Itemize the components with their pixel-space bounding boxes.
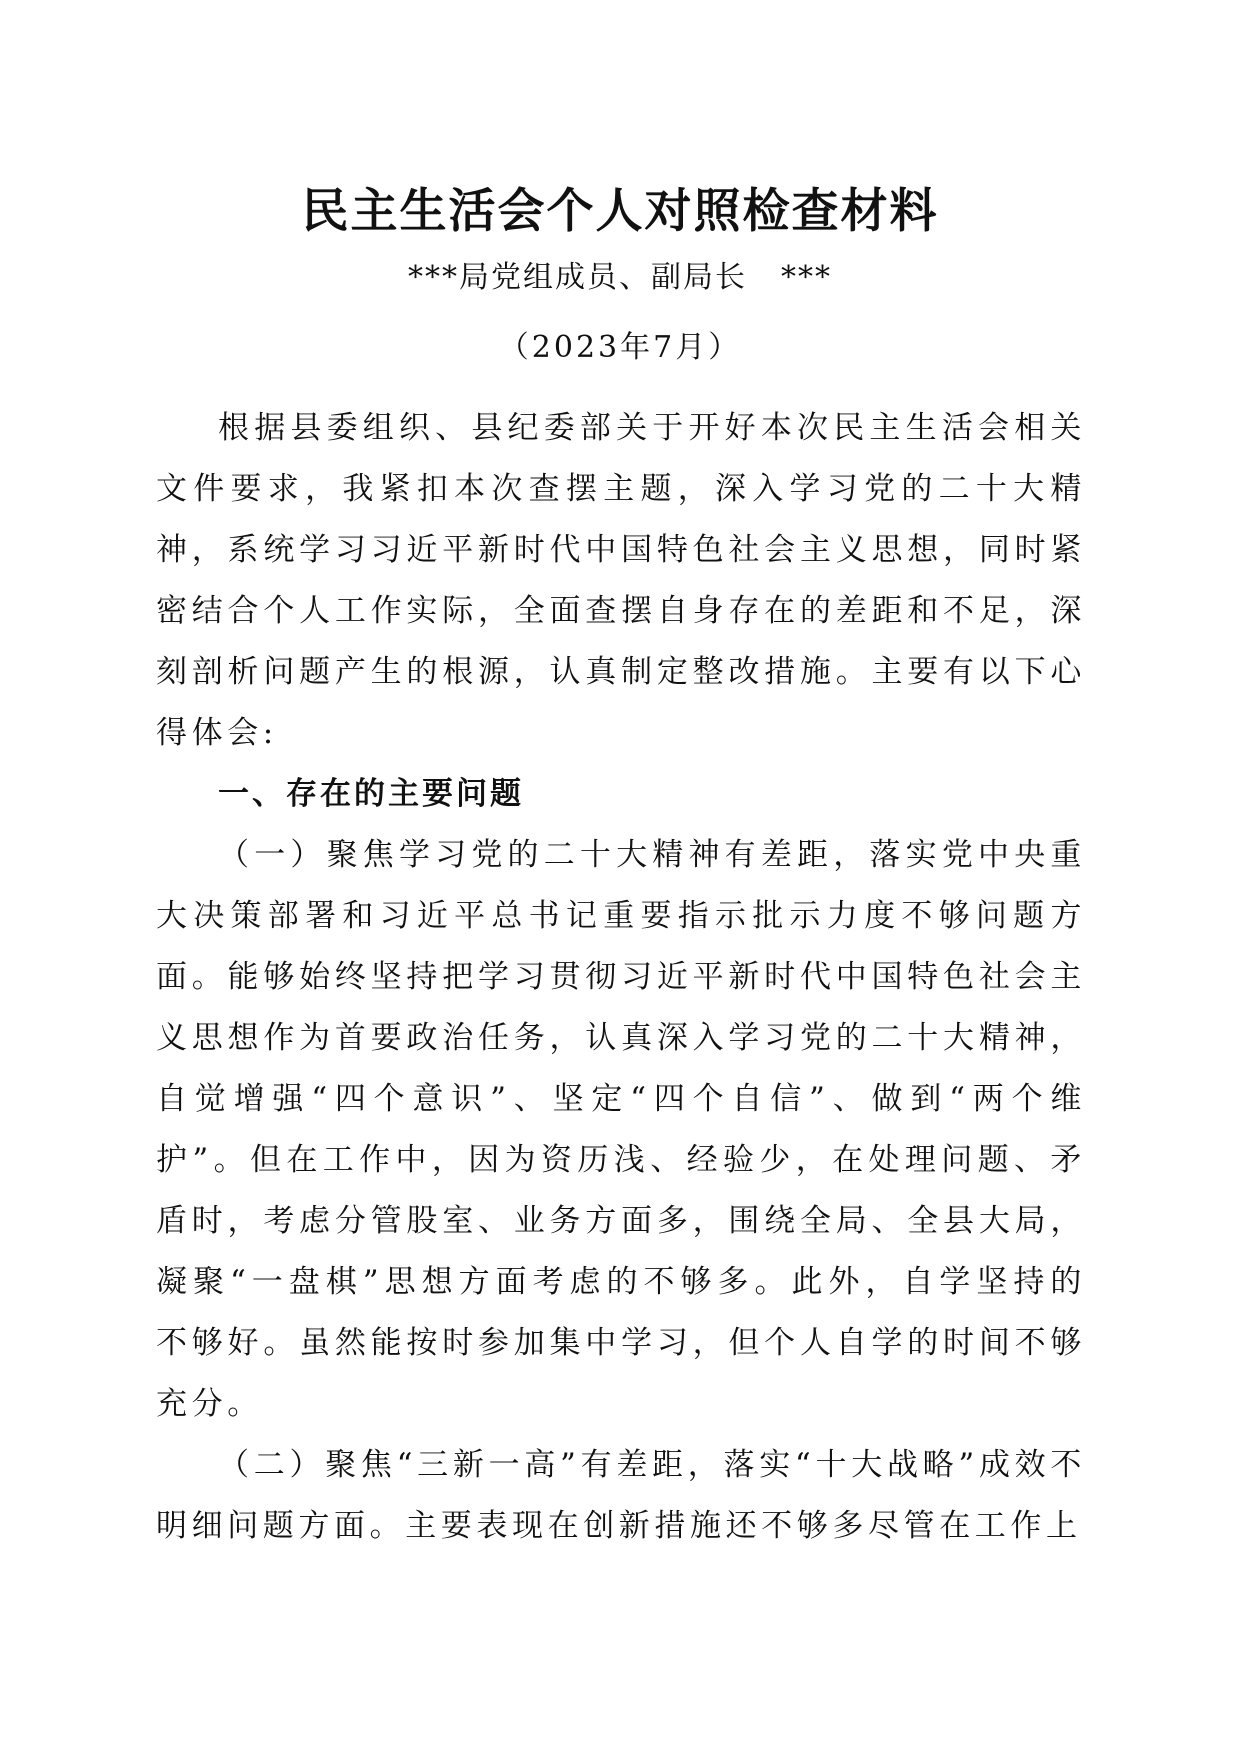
problem-item-2: （二）聚焦“三新一高”有差距，落实“十大战略”成效不明细问题方面。主要表现在创新措施还不够多尽管在工作上 [156, 1447, 1086, 1544]
author-name: *** [781, 260, 832, 295]
section-heading-problems: 一、存在的主要问题 [218, 776, 524, 812]
intro-paragraph: 根据县委组织、县纪委部关于开好本次民主生活会相关文件要求，我紧扣本次查摆主题，深入学习党的二十大精神，系统学习习近平新时代中国特色社会主义思想，同时紧密结合个人工作实际，全面查摆自身存在的差距和不足，深刻剖析问题产生的根源，认真制定整改措施。主要有以下心得体会: [156, 410, 1086, 751]
document-title: 民主生活会个人对照检查材料 [301, 184, 939, 239]
problem-item-1: （一）聚焦学习党的二十大精神有差距，落实党中央重大决策部署和习近平总书记重要指示批示力度不够问题方面。能够始终坚持把学习贯彻习近平新时代中国特色社会主义思想作为首要政治任务，认真深入学习党的二十大精神，自觉增强“四个意识”、坚定“四个自信”、做到“两个维护”。但在工作中，因为资历浅、经验少，在处理问题、矛盾时，考虑分管股室、业务方面多，围绕全局、全县大局，凝聚“一盘棋”思想方面考虑的不够多。此外，自学坚持的不够好。虽然能按时参加集中学习，但个人自学的时间不够充分。 [156, 837, 1086, 1422]
document-date: （2023年7月） [498, 330, 742, 365]
document-subtitle [0, 256, 1240, 300]
document-body [156, 398, 1086, 1557]
author-role: ***局党组成员、副局长 [408, 260, 747, 295]
